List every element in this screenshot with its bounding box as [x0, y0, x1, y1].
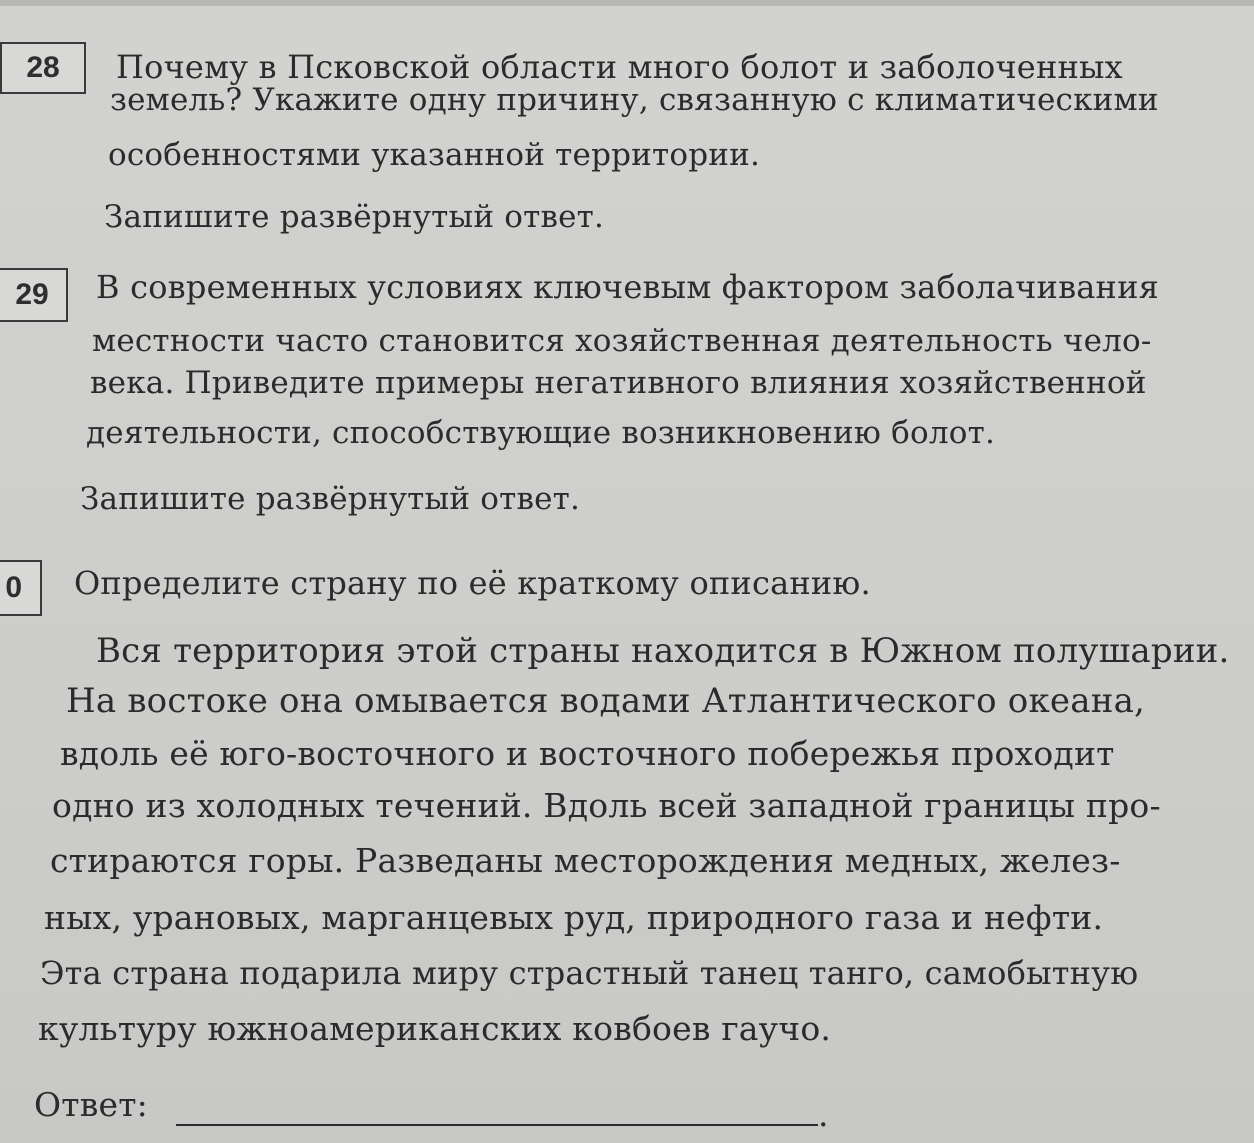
task-29-question-line-3: века. Приведите примеры негативного влияния хозяйственной — [90, 365, 1147, 401]
task-28-instruction: Запишите развёрнутый ответ. — [104, 199, 605, 235]
task-30-description-line-7: Эта страна подарила миру страстный танец танго, самобытную — [40, 954, 1139, 992]
task-28-question-line-3: особенностями указанной территории. — [108, 137, 761, 173]
task-30-description-line-4: одно из холодных течений. Вдоль всей западной границы про- — [52, 786, 1161, 825]
page-top-edge — [0, 0, 1254, 6]
task-30-number-box — [0, 560, 42, 616]
task-30-description-line-5: стираются горы. Разведаны месторождения медных, желез- — [50, 841, 1121, 880]
task-number: 28 — [26, 51, 60, 84]
task-29-question-line-2: местности часто становится хозяйственная деятельность чело- — [92, 323, 1152, 359]
answer-period: . — [818, 1095, 829, 1134]
task-29-question-line-4: деятельности, способствующие возникновению болот. — [86, 415, 996, 451]
task-30-description-line-3: вдоль её юго-восточного и восточного побережья проходит — [60, 734, 1115, 773]
task-number: 29 — [15, 278, 49, 311]
task-30-description-line-8: культуру южноамериканских ковбоев гаучо. — [38, 1009, 832, 1048]
answer-label: Ответ: — [34, 1085, 148, 1124]
answer-input-line[interactable] — [176, 1124, 818, 1126]
task-29-question-line-1: В современных условиях ключевым фактором заболачивания — [96, 268, 1160, 306]
task-29-instruction: Запишите развёрнутый ответ. — [80, 481, 581, 517]
task-28-question-line-1: Почему в Псковской области много болот и заболоченных — [116, 48, 1123, 86]
task-30-description-line-1: Вся территория этой страны находится в Южном полушарии. — [96, 631, 1230, 671]
task-28-number-box — [0, 42, 86, 94]
task-29-number-box — [0, 268, 68, 322]
task-30-question: Определите страну по её краткому описанию. — [74, 564, 871, 602]
task-30-description-line-2: На востоке она омывается водами Атлантического океана, — [66, 681, 1146, 721]
task-28-question-line-2: земель? Укажите одну причину, связанную с климатическими — [110, 82, 1159, 118]
task-30-description-line-6: ных, урановых, марганцевых руд, природного газа и нефти. — [44, 898, 1104, 937]
task-number: 0 — [5, 571, 22, 604]
